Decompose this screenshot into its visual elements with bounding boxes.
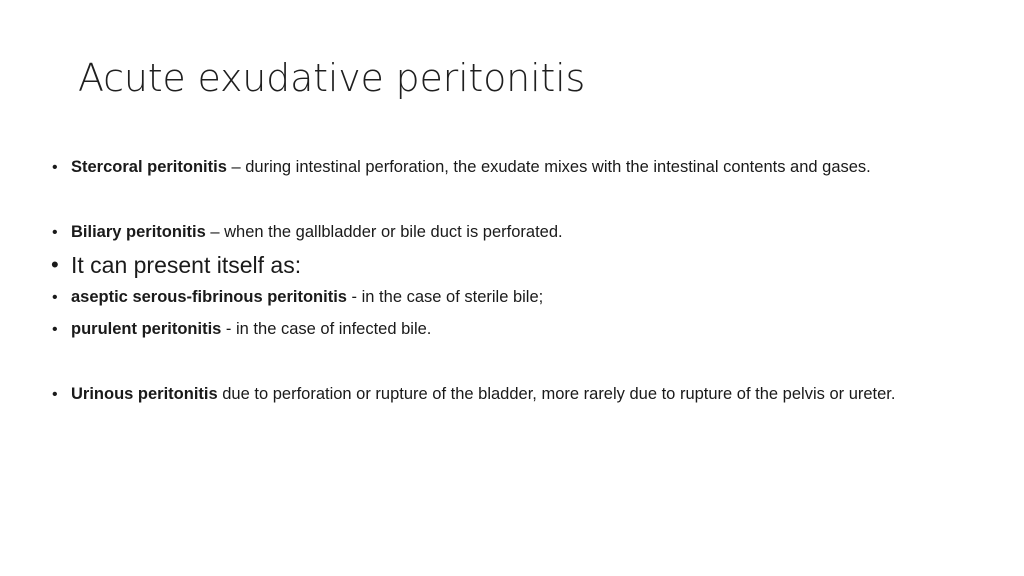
bullet-present-itself-as xyxy=(50,250,950,280)
bullet-text: due to perforation or rupture of the bladder, more rarely due to rupture of the pelvis or ureter. xyxy=(217,385,896,403)
bullet-text: It can present itself as: xyxy=(71,252,302,278)
bullet-text: – when the gallbladder or bile duct is perforated. xyxy=(205,223,563,241)
bullet-term: aseptic serous-fibrinous peritonitis xyxy=(71,288,347,306)
bullet-text: – during intestinal perforation, the exudate mixes with the intestinal contents and gases. xyxy=(226,158,871,176)
bullet-term: Biliary peritonitis xyxy=(71,223,206,241)
bullet-dot-icon: • xyxy=(51,252,59,277)
bullet-list xyxy=(50,156,950,406)
bullet-dot-icon: • xyxy=(52,159,58,176)
bullet-term: Stercoral peritonitis xyxy=(71,158,227,176)
bullet-aseptic-serous-fibrinous xyxy=(50,286,950,309)
bullet-term: Urinous peritonitis xyxy=(71,385,218,403)
bullet-dot-icon: • xyxy=(52,321,58,338)
bullet-dot-icon: • xyxy=(52,224,58,241)
bullet-biliary-peritonitis xyxy=(50,221,950,244)
slide-title: Acute exudative peritonitis xyxy=(78,56,586,100)
bullet-text: - in the case of sterile bile; xyxy=(346,288,544,306)
bullet-purulent-peritonitis xyxy=(50,318,950,341)
bullet-stercoral-peritonitis xyxy=(50,156,950,179)
bullet-dot-icon: • xyxy=(52,386,58,403)
bullet-urinous-peritonitis xyxy=(50,383,950,406)
bullet-dot-icon: • xyxy=(52,289,58,306)
bullet-term: purulent peritonitis xyxy=(71,320,222,338)
bullet-text: - in the case of infected bile. xyxy=(221,320,432,338)
